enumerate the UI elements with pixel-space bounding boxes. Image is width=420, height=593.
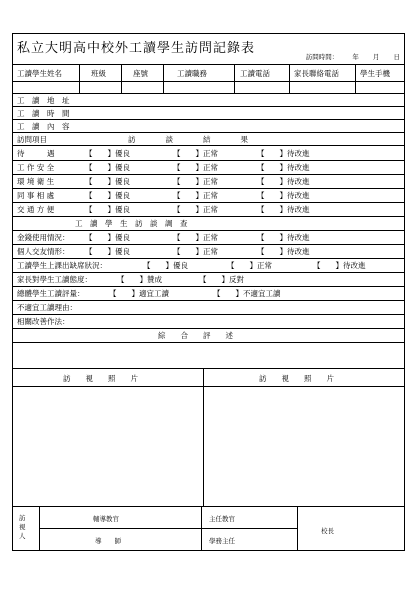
rule (13, 300, 404, 301)
rule (13, 230, 404, 231)
rating-transport (17, 205, 310, 214)
option-disagree[interactable]: 【 】反對 (199, 275, 244, 284)
info-time: 工 讀 時 間 (17, 109, 70, 118)
rule (13, 145, 404, 146)
rule (13, 286, 404, 287)
rule (13, 64, 404, 65)
rule (297, 506, 298, 550)
attendance-row (17, 261, 366, 270)
photo-label-left: 訪 視 照 片 (63, 374, 138, 383)
rule (13, 93, 404, 94)
rating-label: 待 遇 (17, 149, 55, 158)
visit-results-label: 訪 談 結 果 (128, 135, 248, 144)
rule (13, 258, 404, 259)
rule (13, 342, 404, 343)
rule (13, 328, 404, 329)
rule (13, 132, 404, 133)
rule (13, 506, 404, 507)
director-label: 主任教官 (209, 515, 235, 523)
visit-record-form (12, 33, 405, 551)
rule (289, 64, 290, 93)
option-excellent[interactable]: 【 】優良 (85, 177, 130, 186)
survey-money (17, 233, 310, 242)
rating-label: 工 作 安 全 (17, 163, 55, 172)
rule (121, 64, 122, 93)
rule (13, 188, 404, 189)
rating-label: 環 境 衛 生 (17, 177, 55, 186)
visit-time-label: 訪問時間： (305, 53, 339, 61)
survey-friends (17, 247, 310, 256)
option-excellent[interactable]: 【 】優良 (85, 149, 130, 158)
survey-title: 工 讀 學 生 訪 談 調 查 (75, 219, 188, 228)
rule (39, 528, 297, 529)
rule (13, 119, 404, 120)
option-suitable[interactable]: 【 】適宜工讀 (109, 289, 169, 298)
counselor-label: 輔導教官 (93, 515, 119, 523)
overall-row (17, 289, 281, 298)
option-excellent[interactable]: 【 】優良 (85, 205, 130, 214)
rating-pay (17, 149, 310, 158)
summary-title: 綜 合 評 述 (158, 331, 233, 340)
rating-label: 交 通 方 便 (17, 205, 55, 214)
rule (203, 368, 204, 506)
option-agree[interactable]: 【 】贊成 (117, 275, 162, 284)
visit-time-day: 日 (393, 53, 400, 61)
rule (13, 272, 404, 273)
option-improve[interactable]: 【 】待改進 (257, 191, 310, 200)
col-job: 工讀職務 (177, 69, 207, 78)
rule (13, 244, 404, 245)
option-improve[interactable]: 【 】待改進 (257, 205, 310, 214)
rule (13, 202, 404, 203)
option-excellent[interactable]: 【 】優良 (85, 191, 130, 200)
attendance-label: 工讀學生上課出缺席狀況： (17, 261, 107, 270)
option-normal[interactable]: 【 】正常 (173, 205, 218, 214)
survey-label: 金錢使用情況： (17, 233, 70, 242)
col-parent-phone: 家長聯絡電話 (294, 69, 339, 78)
col-student-name: 工讀學生姓名 (17, 69, 62, 78)
col-mobile: 學生手機 (360, 69, 390, 78)
col-job-phone: 工讀電話 (240, 69, 270, 78)
option-improve[interactable]: 【 】待改進 (257, 247, 310, 256)
rating-colleagues (17, 191, 310, 200)
rule (234, 64, 235, 93)
overall-label: 總體學生工讀評量： (17, 289, 85, 298)
option-normal[interactable]: 【 】正常 (173, 247, 218, 256)
form-title: 私立大明高中校外工讀學生訪問記錄表 (17, 41, 256, 56)
info-content: 工 讀 內 容 (17, 122, 70, 131)
rule (13, 216, 404, 217)
academic-affairs-label: 學務主任 (209, 537, 235, 545)
rule (13, 106, 404, 107)
parent-attitude-row (17, 275, 244, 284)
improvement-plan: 相關改善作法： (17, 317, 70, 326)
survey-label: 個人交友情形： (17, 247, 70, 256)
rating-safety (17, 163, 310, 172)
rule (163, 64, 164, 93)
option-improve[interactable]: 【 】待改進 (257, 163, 310, 172)
rule (13, 368, 404, 369)
rating-label: 同 事 相 處 (17, 191, 55, 200)
rule (13, 81, 404, 82)
rule (13, 314, 404, 315)
parent-attitude-label: 家長對學生工讀態度： (17, 275, 92, 284)
option-excellent[interactable]: 【 】優良 (143, 261, 188, 270)
option-improve[interactable]: 【 】待改進 (313, 261, 366, 270)
option-improve[interactable]: 【 】待改進 (257, 149, 310, 158)
visit-time (294, 52, 400, 61)
visit-time-year: 年 (352, 53, 359, 61)
rating-hygiene (17, 177, 310, 186)
visit-time-month: 月 (372, 53, 380, 61)
option-excellent[interactable]: 【 】優良 (85, 163, 130, 172)
mentor-label: 導 師 (95, 537, 121, 545)
option-improve[interactable]: 【 】待改進 (257, 177, 310, 186)
principal-label: 校長 (321, 527, 334, 535)
visit-items-label: 訪問項目 (17, 135, 47, 144)
option-normal[interactable]: 【 】正常 (173, 233, 218, 242)
rule (13, 174, 404, 175)
option-normal[interactable]: 【 】正常 (173, 191, 218, 200)
rule (79, 64, 80, 93)
rule (13, 386, 404, 387)
option-unsuitable[interactable]: 【 】不適宜工讀 (213, 289, 281, 298)
option-improve[interactable]: 【 】待改進 (257, 233, 310, 242)
unsuitable-reason: 不適宜工讀理由： (17, 303, 77, 312)
option-normal[interactable]: 【 】正常 (227, 261, 272, 270)
rule (13, 160, 404, 161)
info-address: 工 讀 地 址 (17, 96, 70, 105)
option-excellent[interactable]: 【 】優良 (85, 233, 130, 242)
option-normal[interactable]: 【 】正常 (173, 149, 218, 158)
option-normal[interactable]: 【 】正常 (173, 177, 218, 186)
rule (355, 64, 356, 93)
option-normal[interactable]: 【 】正常 (173, 163, 218, 172)
col-seat: 座號 (133, 69, 148, 78)
photo-label-right: 訪 視 照 片 (259, 374, 334, 383)
option-excellent[interactable]: 【 】優良 (85, 247, 130, 256)
col-class: 班級 (91, 69, 106, 78)
visitor-label: 訪視人 (19, 514, 26, 541)
